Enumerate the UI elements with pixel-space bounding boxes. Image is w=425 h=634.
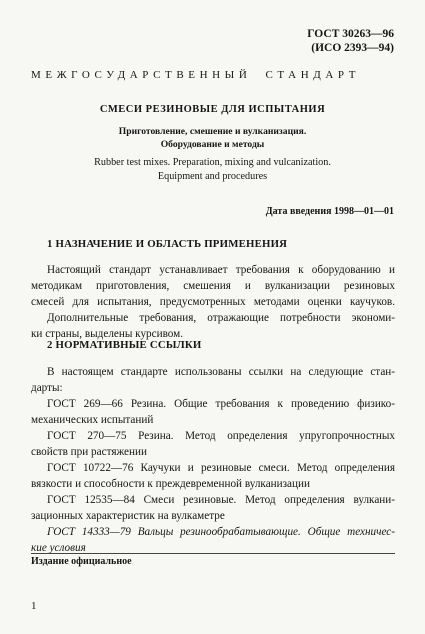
official-edition-label: Издание официальное — [31, 556, 132, 567]
document-subtitle-line2: Оборудование и методы — [160, 139, 265, 150]
text-line: методикам приготовления, смешения и вулканизации резиновых — [31, 280, 395, 292]
reference-line: механических испытаний — [31, 414, 154, 426]
reference-line: зационных характеристик на вулкаметре — [31, 510, 225, 522]
footer-divider — [31, 553, 395, 554]
gost-code: ГОСТ 30263—96 — [307, 28, 394, 40]
text-line: смесей для испытания, предусмотренных методами оценки каучуков. — [31, 296, 395, 308]
reference-line: ГОСТ 12535—84 Смеси резиновые. Метод определения вулкани- — [47, 494, 395, 506]
reference-line: вязкости и способности к преждевременной вулканизации — [31, 478, 310, 490]
english-title-line2: Equipment and procedures — [157, 171, 268, 182]
interstate-standard-banner — [31, 69, 395, 81]
text-line: дарты: — [31, 382, 63, 394]
page-number: 1 — [31, 600, 37, 612]
section-2-body — [31, 364, 395, 556]
reference-line-italic: кие условия — [31, 542, 86, 554]
text-line: В настоящем стандарте использованы ссылки на следующие стан- — [47, 366, 395, 378]
banner-word-1: МЕЖГОСУДАРСТВЕННЫЙ — [31, 69, 252, 81]
section-2-heading: 2 НОРМАТИВНЫЕ ССЫЛКИ — [47, 339, 202, 351]
reference-line: свойств при растяжении — [31, 446, 147, 458]
document-title: СМЕСИ РЕЗИНОВЫЕ ДЛЯ ИСПЫТАНИЯ — [99, 104, 326, 115]
banner-word-2: СТАНДАРТ — [265, 69, 361, 81]
text-line: ки страны, выделены курсивом. — [31, 328, 184, 340]
section-1-body — [31, 262, 395, 342]
text-line: Дополнительные требования, отражающие потребности экономи- — [47, 312, 395, 324]
section-1-heading: 1 НАЗНАЧЕНИЕ И ОБЛАСТЬ ПРИМЕНЕНИЯ — [47, 238, 288, 250]
reference-line: ГОСТ 10722—76 Каучуки и резиновые смеси. Метод определения — [47, 462, 395, 474]
reference-line: ГОСТ 269—66 Резина. Общие требования к проведению физико- — [47, 398, 395, 410]
text-line: Настоящий стандарт устанавливает требования к оборудованию и — [47, 264, 395, 276]
document-subtitle-line1: Приготовление, смешение и вулканизация. — [118, 126, 307, 137]
reference-line: ГОСТ 270—75 Резина. Метод определения упругопрочностных — [47, 430, 395, 442]
reference-line-italic: ГОСТ 14333—79 Вальцы резинообрабатывающие. Общие техничес- — [47, 526, 395, 538]
effective-date: Дата введения 1998—01—01 — [265, 206, 394, 217]
english-title-line1: Rubber test mixes. Preparation, mixing and vulcanization. — [94, 157, 331, 168]
iso-code: (ИСО 2393—94) — [311, 42, 394, 54]
